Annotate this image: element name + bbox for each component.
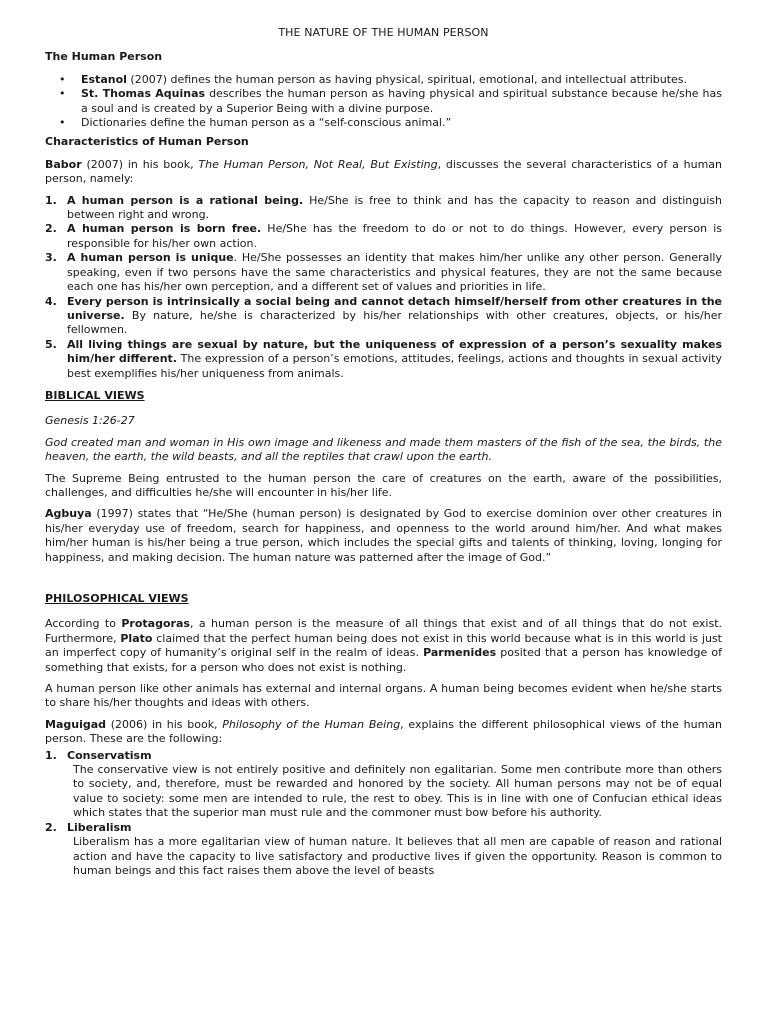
bullet-text: Dictionaries define the human person as a “self-conscious animal.”	[81, 116, 452, 130]
author-name: Agbuya	[45, 507, 92, 521]
document-title: THE NATURE OF THE HUMAN PERSON	[278, 26, 489, 39]
item-number: 4.	[45, 294, 57, 308]
paragraph-text: , a human person is the measure of all things that exist and of all things that do not exist. Furthermore,	[45, 617, 722, 645]
organs-paragraph: A human person like other animals has external and internal organs. A human being becomes evident when he/she starts to share his/her thoughts and ideas with others.	[45, 682, 722, 710]
list-item	[45, 338, 722, 381]
section-heading-characteristics: Characteristics of Human Person	[45, 135, 249, 149]
philosophical-views-list	[45, 749, 722, 763]
author-name: Maguigad	[45, 717, 107, 731]
intro-text: (2007) in his book,	[81, 157, 199, 171]
author-name: Plato	[120, 631, 153, 645]
item-bold: A human person is a rational being.	[67, 193, 304, 207]
item-number: 1.	[45, 193, 57, 207]
view-label: Liberalism	[67, 820, 132, 834]
characteristics-list	[45, 194, 722, 381]
characteristics-intro	[45, 158, 722, 187]
author-name: Babor	[45, 157, 82, 171]
author-name: Parmenides	[423, 646, 497, 660]
bullet-item	[81, 87, 722, 116]
paragraph-text: (1997) states that “He/She (human person) is designated by God to exercise dominion over other creatures in his/her everyday use of freedom, search for happiness, and openness to the world around him/her. And what makes him/her human is his/her being a true person, which includes the special gifts and talents of thinking, loving, longing for happiness, and making decision. The human nature was patterned after the image of God.”	[45, 507, 722, 564]
paragraph-text: (2006) in his book,	[106, 717, 223, 731]
list-item	[45, 821, 722, 835]
bullet-item	[81, 73, 722, 87]
human-person-bullet-list	[45, 73, 722, 131]
bullet-text: describes the human person as having physical and spiritual substance because he/she has a soul and is created by a Superior Being with a divine purpose.	[81, 87, 722, 115]
bullet-item	[81, 116, 722, 130]
item-number: 2.	[45, 222, 57, 236]
list-item	[45, 295, 722, 338]
paragraph-text: According to	[45, 617, 122, 631]
item-bold: A human person is unique	[67, 251, 234, 265]
item-bold: All living things are sexual by nature, but the uniqueness of expression of a person’s sexuality makes him/her different.	[67, 337, 722, 366]
author-name: St. Thomas Aquinas	[81, 87, 206, 101]
biblical-paragraph: The Supreme Being entrusted to the human person the care of creatures on the earth, aware of the possibilities, challenges, and difficulties he/she will encounter in his/her life.	[45, 471, 722, 499]
book-title: Philosophy of the Human Being	[222, 717, 401, 731]
item-text: By nature, he/she is characterized by his/her relationships with other creatures, objects, or his/her fellowmen.	[67, 308, 722, 337]
item-text: He/She has the freedom to do or not to do things. However, every person is responsible for his/her own action.	[67, 222, 722, 250]
philosophical-views-heading: PHILOSOPHICAL VIEWS	[45, 592, 189, 605]
list-item	[45, 222, 722, 251]
item-number: 1.	[45, 748, 57, 762]
item-bold: A human person is born free.	[67, 222, 262, 236]
bullet-text: (2007) defines the human person as having physical, spiritual, emotional, and intellectual attributes.	[126, 72, 688, 86]
item-bold: Every person is intrinsically a social being and cannot detach himself/herself from other creatures in the universe.	[67, 294, 722, 322]
conservatism-text: The conservative view is not entirely positive and definitely non egalitarian. Some men contribute more than others to society, and, therefore, must be rewarded and honored by the society. All human persons may not be of equal value to society: some men are intended to rule, the rest to obey. This is in line with one of Confucian ethical ideas which states that the superior man must rule and the commoner must bow before his authority.	[73, 763, 722, 820]
list-item	[45, 251, 722, 294]
paragraph-text: claimed that the perfect human being does not exist in this world because what is in this world is just an imperfect copy of humanity’s original self in the realm of ideas.	[45, 631, 722, 660]
item-number: 2.	[45, 820, 57, 834]
paragraph-text: , explains the different philosophical views of the human person. These are the following:	[45, 717, 722, 746]
agbuya-paragraph	[45, 507, 722, 565]
book-title: The Human Person, Not Real, But Existing	[198, 157, 438, 171]
section-heading-human-person: The Human Person	[45, 50, 163, 64]
view-label: Conservatism	[67, 748, 152, 762]
item-text: . He/She possesses an identity that makes him/her unlike any other person. Generally speaking, even if two persons have the same characteristics and physical features, they are not the same because each one has his/her own perception, and a different set of values and priorities in life.	[67, 251, 723, 294]
liberalism-text: Liberalism has a more egalitarian view of human nature. It believes that all men are capable of reason and rational action and have the capacity to live satisfactory and productive lives if given the opportunity. Reason is common to human beings and this fact raises them above the level of beasts	[73, 835, 722, 877]
maguigad-paragraph	[45, 718, 722, 747]
paragraph-text: posited that a person has knowledge of something that exists, for a person who does not exist is nothing.	[45, 646, 722, 674]
list-item	[45, 749, 722, 763]
verse-text: God created man and woman in His own image and likeness and made them masters of the fish of the sea, the birds, the heaven, the earth, the wild beasts, and all the reptiles that crawl upon the earth.	[45, 435, 722, 464]
list-item	[45, 194, 722, 223]
philosophical-views-list	[45, 821, 722, 835]
biblical-views-heading: BIBLICAL VIEWS	[45, 388, 145, 402]
item-number: 3.	[45, 251, 57, 265]
intro-text: , discusses the several characteristics of a human person, namely:	[45, 157, 722, 186]
verse-reference: Genesis 1:26-27	[45, 414, 135, 428]
author-name: Estanol	[81, 72, 127, 86]
item-text: He/She is free to think and has the capacity to reason and distinguish between right and wrong.	[67, 193, 722, 222]
item-number: 5.	[45, 337, 57, 351]
protagoras-paragraph	[45, 617, 722, 675]
item-text: The expression of a person’s emotions, attitudes, feelings, actions and thoughts in sexual activity best exemplifies his/her uniqueness from animals.	[67, 352, 723, 380]
author-name: Protagoras	[121, 617, 190, 631]
